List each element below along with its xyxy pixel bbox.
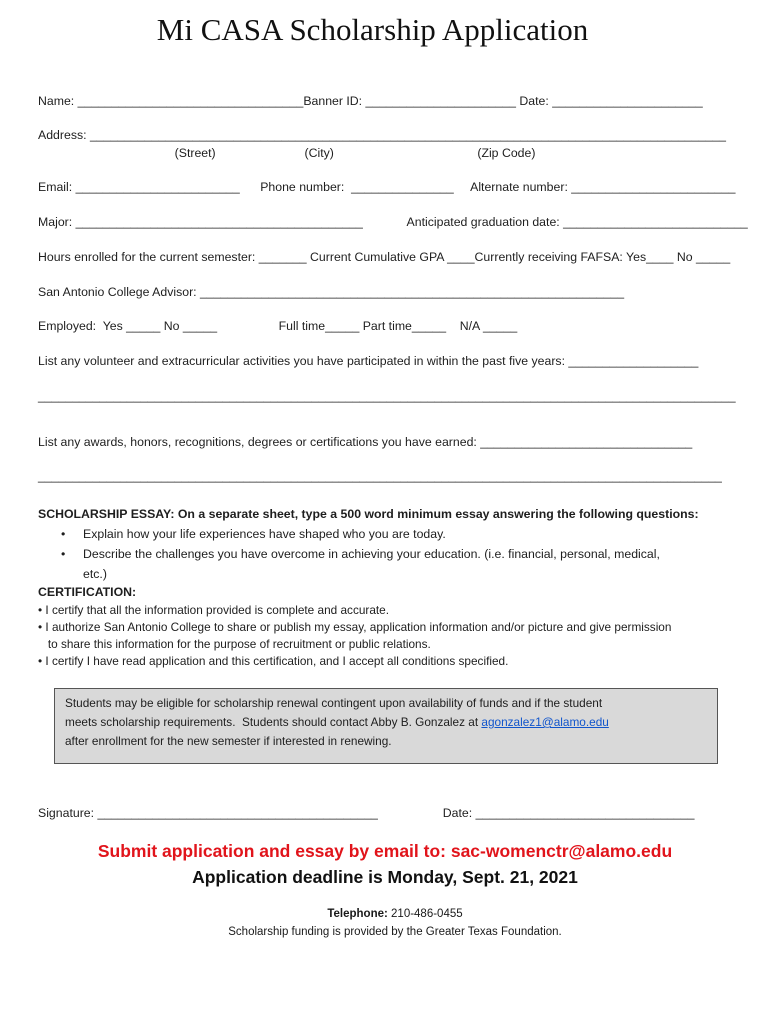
employment-line[interactable]: Employed: Yes _____ No _____ Full time_____ Part time_____ N/A _____ [38,319,518,333]
essay-heading: SCHOLARSHIP ESSAY: On a separate sheet, type a 500 word minimum essay answering the following questions: [38,507,699,521]
notice-line-2 [65,713,707,732]
contact-line[interactable]: Email: ________________________ Phone number: _______________ Alternate number: ________________________ [38,180,736,194]
certification-line-2: • I authorize San Antonio College to share or publish my essay, application information and/or picture and give permission [38,620,672,634]
certification-line-4: • I certify I have read application and this certification, and I accept all conditions specified. [38,654,509,668]
certification-line-3: to share this information for the purpose of recruitment or public relations. [38,637,431,651]
signature-date-line[interactable]: Signature: _________________________________________ Date: ________________________________ [38,806,695,820]
volunteer-blank-line[interactable]: ______________________________________________________________________________________________________ [38,389,736,403]
notice-line-3: after enrollment for the new semester if interested in renewing. [65,734,392,748]
notice-line-1: Students may be eligible for scholarship renewal contingent upon availability of funds and if the student [65,696,603,710]
telephone-number: 210-486-0455 [387,908,463,920]
address-line[interactable]: Address: _____________________________________________________________________________________________ [38,128,726,142]
hours-gpa-fafsa-line[interactable]: Hours enrolled for the current semester: _______ Current Cumulative GPA ____Currently receiving FAFSA: Yes____ No _____ [38,250,731,264]
essay-item: Explain how your life experiences have shaped who you are today. [83,527,446,541]
advisor-line[interactable]: San Antonio College Advisor: ______________________________________________________________ [38,285,625,299]
essay-item-continued: etc.) [83,567,107,581]
certification-heading: CERTIFICATION: [38,585,137,599]
page-title: Mi CASA Scholarship Application [156,12,589,47]
submit-instructions: Submit application and essay by email to: sac-womenctr@alamo.edu [97,841,673,861]
major-line[interactable]: Major: __________________________________________ Anticipated graduation date: ___________________________ [38,215,748,229]
renewal-notice-box [54,688,718,764]
awards-prompt[interactable]: List any awards, honors, recognitions, degrees or certifications you have earned: _______________________________ [38,435,693,449]
essay-item: Describe the challenges you have overcome in achieving your education. (i.e. financial, personal, medical, [83,547,660,561]
contact-email-link[interactable]: agonzalez1@alamo.edu [481,715,609,729]
notice-line-2-text: meets scholarship requirements. Students should contact Abby B. Gonzalez at [65,715,482,729]
funding-note: Scholarship funding is provided by the Greater Texas Foundation. [228,926,562,938]
telephone-label: Telephone: [327,908,388,920]
application-deadline: Application deadline is Monday, Sept. 21, 2021 [192,867,578,887]
name-banner-date-line[interactable]: Name: _________________________________Banner ID: ______________________ Date: ______________________ [38,94,703,108]
address-labels: (Street) (City) (Zip Code) [38,146,536,160]
certification-line-1: • I certify that all the information provided is complete and accurate. [38,603,390,617]
bullet-glyph: • [61,547,66,561]
awards-blank-line[interactable]: ____________________________________________________________________________________________________ [38,469,722,483]
volunteer-prompt[interactable]: List any volunteer and extracurricular activities you have participated in within the past five years: ___________________ [38,354,699,368]
telephone-line [0,908,770,920]
bullet-glyph: • [61,527,66,541]
